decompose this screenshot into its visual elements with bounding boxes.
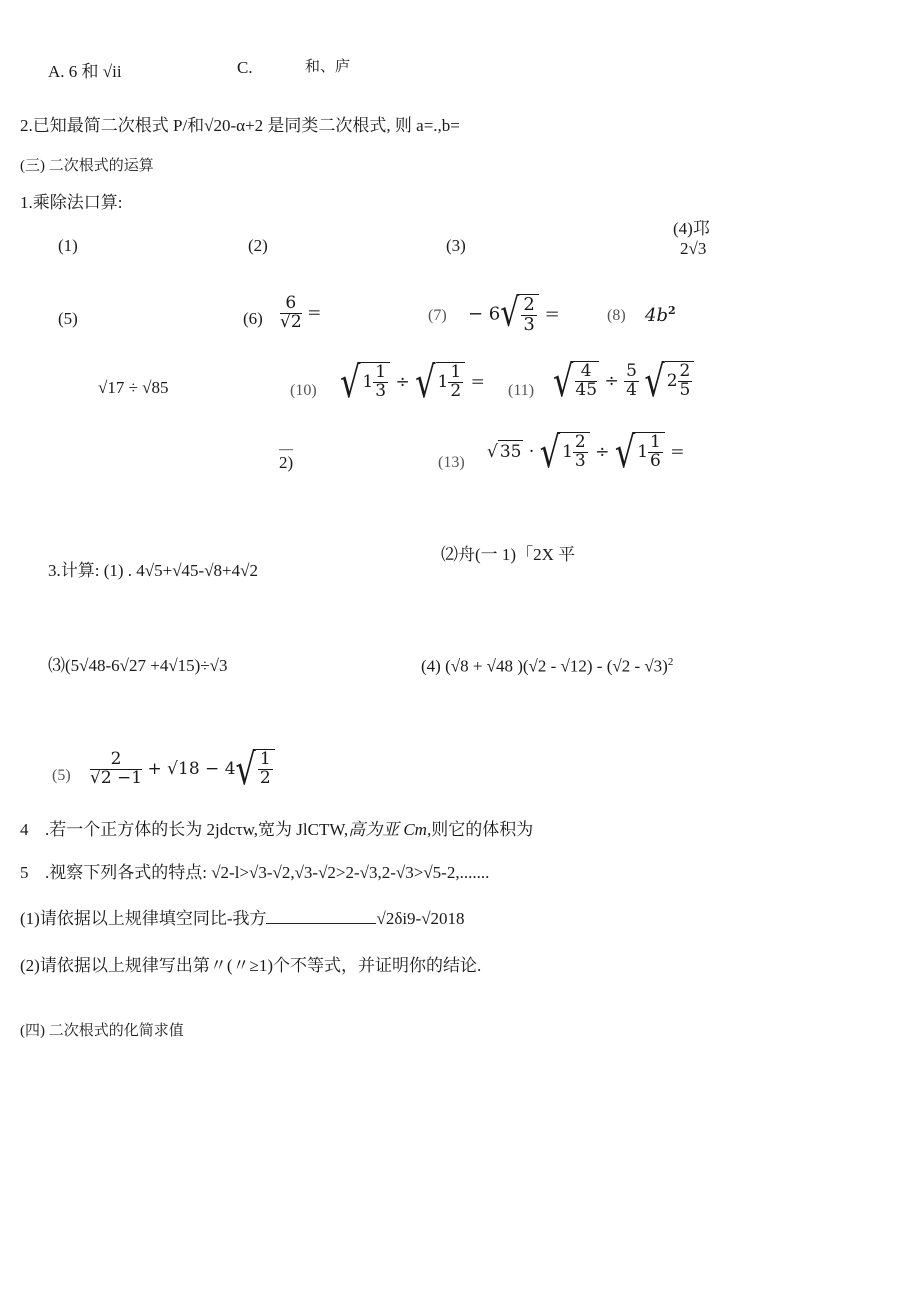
option-a: A. 6 和 √ii [48,62,122,81]
question-2: 2.已知最简二次根式 P/和√20-α+2 是同类二次根式, 则 a=.,b= [20,116,460,135]
item-8-label: (8) [607,307,626,324]
item-6-label: (6) [243,309,263,328]
part-5-middle: + √18 − 4 [147,758,236,779]
radical-icon: √ [539,426,561,478]
question-4-part-b: 高为亚 Cm, [348,820,432,839]
item-11-label: (11) [508,382,535,399]
item-13-b-den: 6 [650,450,661,471]
item-5-label: (5) [58,309,78,328]
question-4-part-a: .若一个正方体的长为 2jdcτw,宽为 JlCTW, [45,820,349,839]
question-5-part-2: (2)请依据以上规律写出第〃(〃≥1)个不等式，并证明你的结论. [20,956,482,975]
item-11-c-den: 5 [679,379,691,400]
item-13-radicand: 35 [499,441,522,462]
item-12-label: 2) [279,453,294,472]
question-4 [45,820,533,840]
item-6-expr [280,295,321,332]
item-4-label: (4)邛 [673,219,710,238]
item-13-equals: = [670,441,685,462]
question-5-part-1-text: (1)请依据以上规律填空同比-我方 [20,909,267,928]
radical-icon: √ [500,290,520,337]
item-1-label: (1) [58,236,78,255]
item-10-b-whole: 1 [437,371,449,392]
item-7-coef: − 6 [468,303,501,325]
item-10-a-den: 3 [375,380,387,401]
item-12-bar: — [279,442,293,457]
item-13-expr: √ 35 · √ 1 $\frac{2}{3}$ ÷ √ 1 $\frac{1}{6}$ = [487,426,685,478]
item-13-a-num: 2 [574,432,586,452]
item-10-b-num: 1 [450,362,462,382]
item-10-b-den: 2 [450,380,462,401]
item-13-label: (13) [438,454,465,471]
question-5-number: 5 [20,863,29,882]
item-7-equals: = [544,303,560,325]
option-c: C. [237,58,253,77]
answer-blank[interactable] [266,909,376,924]
question-3-part-5-expr [90,743,275,795]
item-13-b-whole: 1 [637,441,649,462]
item-8-exponent: 2 [667,304,676,317]
part-5-denominator: √2 −1 [90,767,143,788]
item-11-b-num: 5 [626,361,637,381]
option-c-tail: 和、庐 [305,59,351,75]
radical-icon: √ [487,441,498,462]
question-5: .视察下列各式的特点: √2-l>√3-√2,√3-√2>2-√3,2-√3>√5-2,....... [45,863,490,882]
radical-icon: √ [614,426,636,478]
item-7-label: (7) [428,307,447,324]
question-3-part-2: ⑵舟(一 1)「2X 平 [441,545,576,564]
item-9-expr: √17 ÷ √85 [98,378,169,397]
item-10-a-num: 1 [375,362,387,382]
item-3-label: (3) [446,236,466,255]
item-11-a-num: 4 [575,363,597,382]
item-6-equals: = [307,302,322,323]
item-6-numerator: 6 [280,295,302,314]
question-1-title: 1.乘除法口算: [20,193,123,212]
radical-icon: √ [553,355,574,407]
item-13-a-den: 3 [574,450,586,471]
part-5-numerator: 2 [90,751,142,770]
item-2-label: (2) [248,236,268,255]
item-10-a-whole: 1 [362,371,374,392]
section-4-title: (四) 二次根式的化简求值 [20,1023,184,1039]
question-3-part-1: 3.计算: (1) . 4√5+√45-√8+4√2 [48,561,258,580]
question-3-part-5-label: (5) [52,767,71,784]
item-10-equals: = [470,371,485,392]
item-10-label: (10) [290,382,317,399]
part-5-root-den: 2 [259,767,271,788]
item-13-a-whole: 1 [562,441,573,462]
question-4-part-c: 则它的体积为 [431,820,534,839]
question-5-part-1-expr: √2δi9-√2018 [376,909,465,928]
radical-icon: √ [340,356,361,408]
section-3-title: (三) 二次根式的运算 [20,158,154,174]
question-5-part-1 [20,909,465,929]
item-8-expr [645,304,676,327]
item-7-denominator: 3 [523,313,535,335]
question-4-number: 4 [20,820,29,839]
radical-icon: √ [415,356,436,408]
item-8-base: 4b [645,305,668,326]
question-3-part-4-expr: (4) (√8 + √48 )(√2 - √12) - (√2 - √3) [421,656,668,676]
item-7-numerator: 2 [523,294,535,315]
item-7-expr [468,290,560,337]
part-5-root-num: 1 [259,749,271,769]
question-3-part-4-exponent: 2 [667,656,674,668]
question-3-part-4 [421,656,673,677]
item-11-c-whole: 2 [666,370,678,391]
item-4-expr: 2√3 [680,239,707,258]
item-6-denominator: √2 [280,311,302,332]
radical-icon: √ [644,355,665,407]
item-11-c-num: 2 [679,361,691,381]
question-3-part-3: ⑶(5√48-6√27 +4√15)÷√3 [48,656,228,675]
radical-icon: √ [235,743,256,795]
item-11-a-den: 45 [575,379,598,400]
item-11-b-den: 4 [626,379,637,400]
item-13-b-num: 1 [650,432,661,452]
item-10-expr: √ 1 $\frac{1}{3}$ ÷ √ 1 $\frac{1}{2}$ = [340,356,485,408]
item-11-expr: √ $\frac{4}{45}$ ÷ $\frac{5}{4}$ √ 2 $\frac{2}{5}$ [553,361,694,401]
